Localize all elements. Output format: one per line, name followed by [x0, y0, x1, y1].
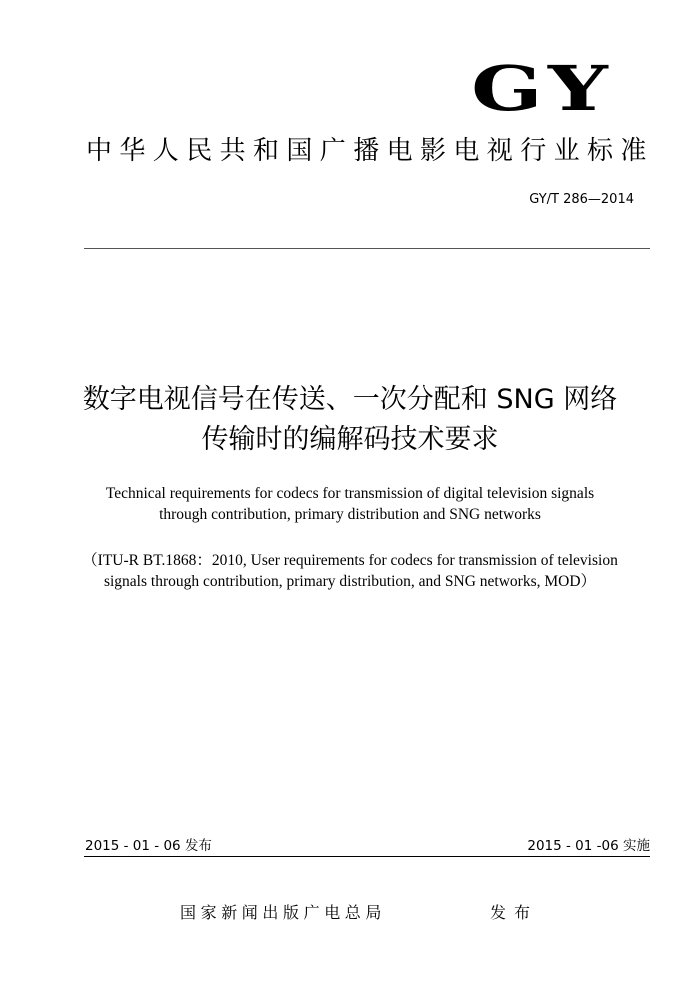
- implement-date: 2015 - 01 -06 实施: [527, 838, 650, 854]
- english-title-line-1: Technical requirements for codecs for transmission of digital television signals: [105, 485, 595, 502]
- organization-title: 中华人民共和国广播电影电视行业标准: [86, 136, 654, 166]
- chinese-title-line-2: 传输时的编解码技术要求: [201, 424, 499, 455]
- standard-number: GY/T 286—2014: [529, 192, 634, 207]
- chinese-title: [0, 380, 700, 460]
- english-title: [0, 483, 700, 525]
- publish-word: 发布: [490, 903, 539, 922]
- reference-note-line-2: signals through contribution, primary distribution, and SNG networks, MOD）: [103, 573, 597, 590]
- gy-logo: GY: [470, 52, 613, 125]
- bottom-divider: [84, 856, 650, 857]
- publish-date: 2015 - 01 - 06 发布: [85, 838, 212, 854]
- reference-note: [0, 550, 700, 592]
- chinese-title-line-1: 数字电视信号在传送、一次分配和 SNG 网络: [82, 384, 618, 415]
- reference-note-line-1: （ITU-R BT.1868：2010, User requirements for codecs for transmission of television: [82, 552, 618, 569]
- english-title-line-2: through contribution, primary distribution and SNG networks: [159, 506, 541, 523]
- top-divider: [84, 248, 650, 249]
- issuer: 国家新闻出版广电总局: [180, 903, 387, 922]
